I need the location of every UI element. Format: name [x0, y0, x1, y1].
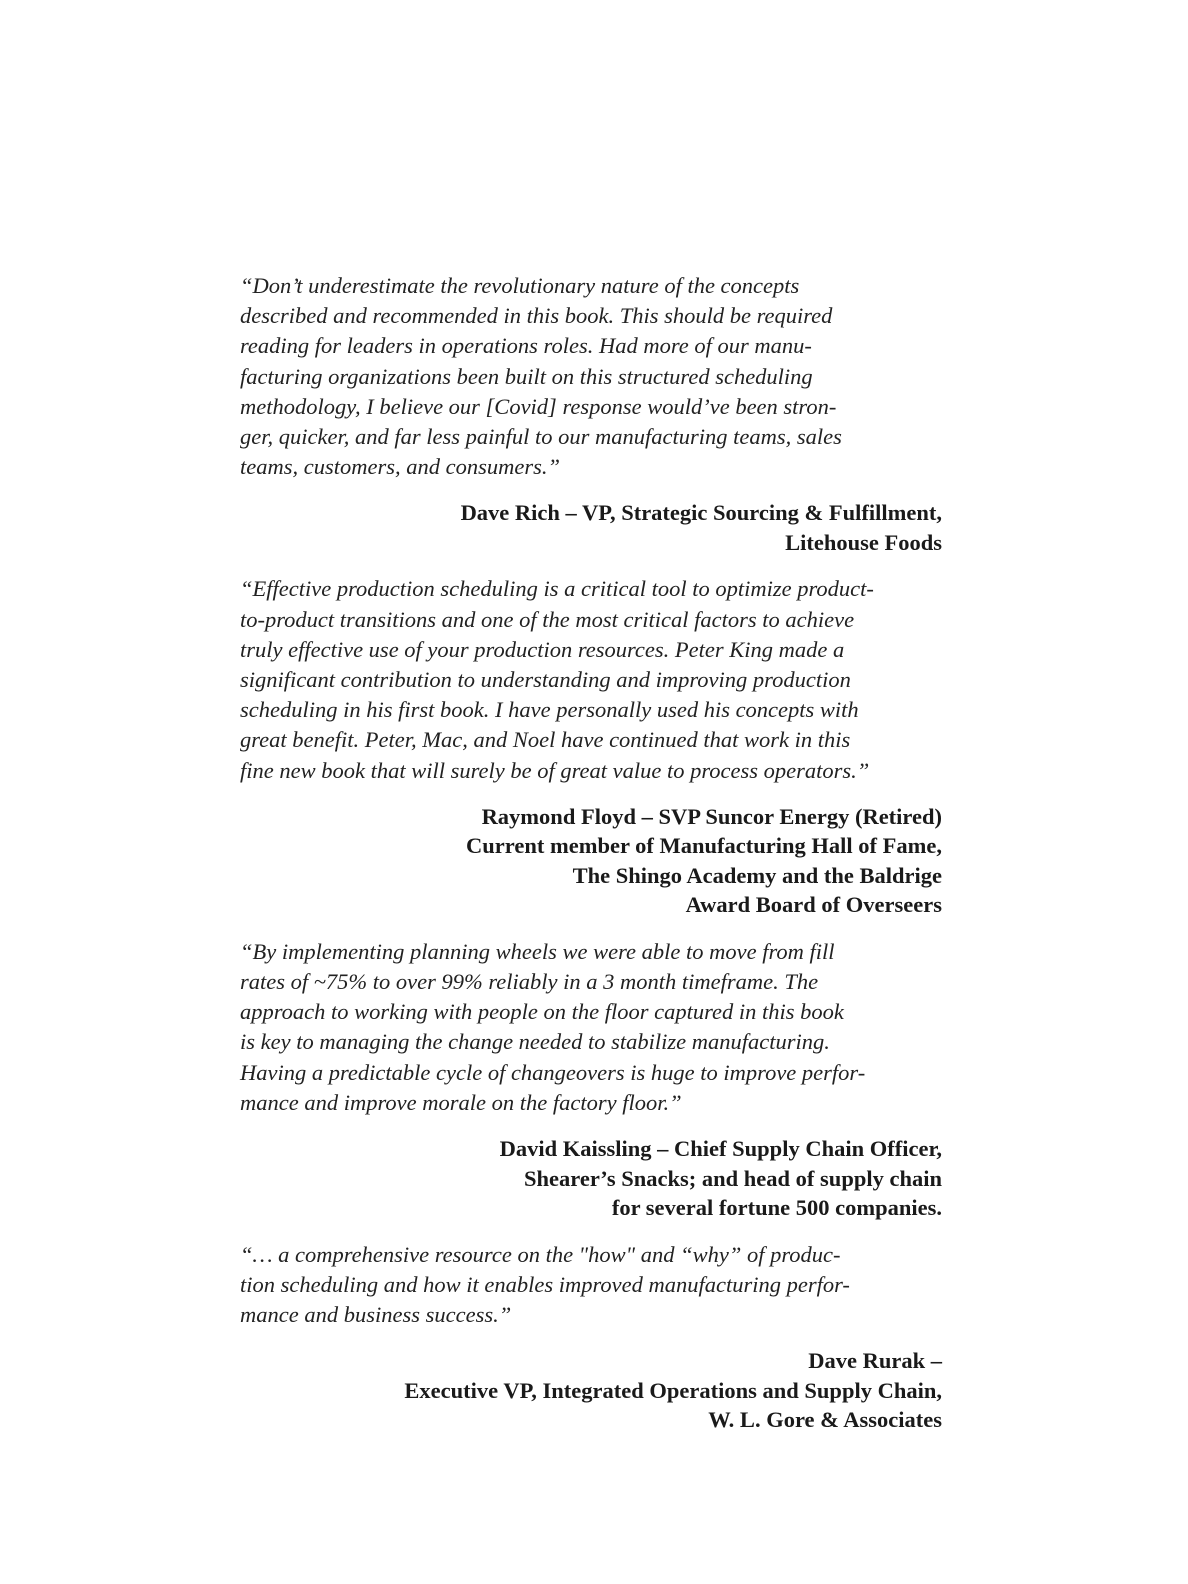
quote-line: “By implementing planning wheels we were able to move from fill	[240, 938, 835, 964]
quote-line: significant contribution to understanding and improving production	[240, 667, 851, 693]
quote-line: methodology, I believe our [Covid] response would’ve been stron-	[240, 393, 837, 419]
attribution-line: W. L. Gore & Associates	[708, 1407, 942, 1433]
attribution-line: Current member of Manufacturing Hall of Fame,	[466, 833, 942, 859]
quote-line: described and recommended in this book. This should be required	[240, 303, 833, 329]
quote-line: mance and improve morale on the factory floor.”	[240, 1089, 682, 1115]
attribution-line: Shearer’s Snacks; and head of supply chain	[523, 1165, 942, 1191]
attribution-line: Executive VP, Integrated Operations and Supply Chain,	[404, 1377, 942, 1403]
quote-line: “Don’t underestimate the revolutionary nature of the concepts	[240, 273, 800, 298]
quote-line: Having a predictable cycle of changeovers is huge to improve perfor-	[240, 1059, 866, 1085]
quote-line: fine new book that will surely be of great value to process operators.”	[240, 757, 870, 783]
attribution-line: Award Board of Overseers	[685, 892, 942, 918]
attribution-line: Dave Rurak –	[808, 1348, 942, 1374]
quote-line: reading for leaders in operations roles. Had more of our manu-	[240, 333, 812, 359]
testimonial-attribution-4	[240, 1346, 942, 1435]
testimonial-quote-4	[240, 1240, 942, 1331]
quote-line: is key to managing the change needed to stabilize manufacturing.	[240, 1029, 830, 1055]
quote-line: teams, customers, and consumers.”	[240, 454, 560, 480]
quote-line: great benefit. Peter, Mac, and Noel have continued that work in this	[240, 727, 851, 753]
quote-line: rates of ~75% to over 99% reliably in a 3 month timeframe. The	[240, 969, 819, 995]
testimonial-attribution-1	[240, 498, 942, 557]
testimonial-quote-3	[240, 937, 942, 1118]
quote-line: “Effective production scheduling is a critical tool to optimize product-	[240, 576, 874, 602]
testimonial-quote-1	[240, 271, 942, 482]
attribution-line: Raymond Floyd – SVP Suncor Energy (Retired)	[481, 803, 942, 829]
quote-line: approach to working with people on the floor captured in this book	[240, 999, 844, 1025]
attribution-line: for several fortune 500 companies.	[611, 1195, 942, 1221]
quote-line: to-product transitions and one of the most critical factors to achieve	[240, 606, 855, 632]
testimonial-quote-2	[240, 574, 942, 785]
testimonial-attribution-3	[240, 1134, 942, 1223]
testimonials-page	[240, 271, 942, 1435]
testimonial-attribution-2	[240, 802, 942, 920]
attribution-line: Litehouse Foods	[785, 529, 942, 555]
quote-line: facturing organizations been built on this structured scheduling	[240, 363, 813, 389]
attribution-line: The Shingo Academy and the Baldrige	[572, 862, 942, 888]
quote-line: “… a comprehensive resource on the "how" and “why” of produc-	[240, 1241, 841, 1267]
quote-line: tion scheduling and how it enables improved manufacturing perfor-	[240, 1271, 850, 1297]
quote-line: scheduling in his first book. I have personally used his concepts with	[240, 697, 859, 723]
quote-line: ger, quicker, and far less painful to our manufacturing teams, sales	[240, 424, 842, 450]
quote-line: truly effective use of your production resources. Peter King made a	[240, 636, 845, 662]
attribution-line: Dave Rich – VP, Strategic Sourcing & Fulfillment,	[460, 500, 942, 526]
quote-line: mance and business success.”	[240, 1301, 512, 1327]
attribution-line: David Kaissling – Chief Supply Chain Officer,	[499, 1136, 942, 1162]
